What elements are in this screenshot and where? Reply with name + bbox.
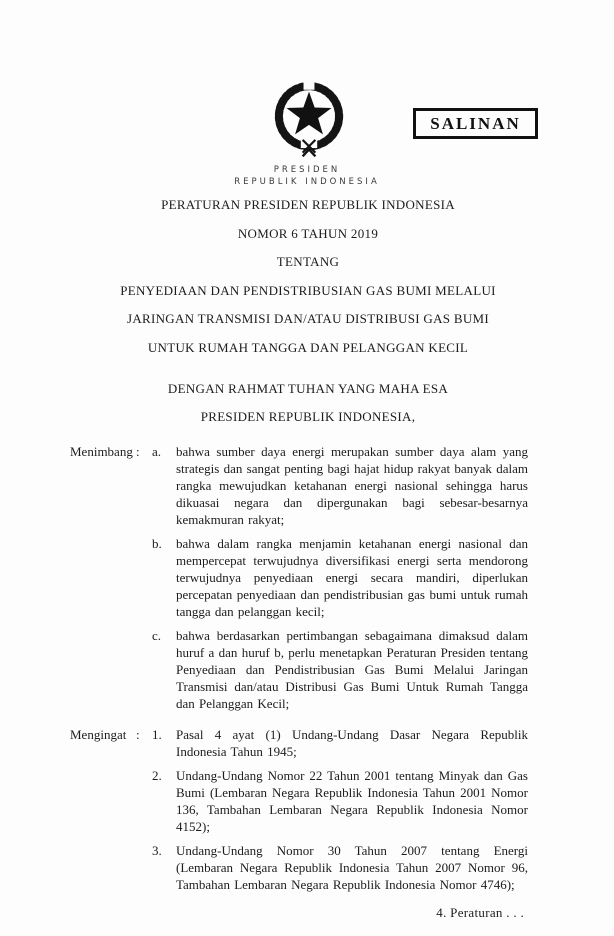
letterhead-line1: PRESIDEN bbox=[273, 165, 341, 175]
regulation-number-line: NOMOR 6 TAHUN 2019 bbox=[237, 225, 379, 241]
recalling-separator: : bbox=[136, 727, 140, 742]
presidential-seal-icon bbox=[268, 76, 350, 160]
list-item bbox=[152, 535, 528, 620]
regulation-subject-line-1: PENYEDIAAN DAN PENDISTRIBUSIAN GAS BUMI MELALUI bbox=[120, 282, 496, 298]
considering-separator: : bbox=[136, 444, 140, 459]
item-marker: c. bbox=[152, 628, 162, 643]
recalling-section bbox=[70, 726, 546, 893]
item-text: Undang-Undang Nomor 30 Tahun 2007 tentang Energi (Lembaran Negara Republik Indonesia Tahun 2007 Nomor 96, Tambahan Lembaran Negara Republik Indonesia Nomor 4746); bbox=[176, 843, 528, 892]
item-text: bahwa sumber daya energi merupakan sumber daya alam yang strategis dan sangat penting bagi hajat hidup rakyat banyak dalam rangka mewujudkan ketahanan energi nasional sehingga harus dikuasai negara dan dipergunakan bagi sebesar-besarnya kemakmuran rakyat; bbox=[176, 444, 528, 527]
considering-items bbox=[152, 443, 528, 712]
item-marker: 2. bbox=[152, 768, 162, 783]
item-text: Pasal 4 ayat (1) Undang-Undang Dasar Negara Republik Indonesia Tahun 1945; bbox=[176, 727, 528, 759]
considering-section bbox=[70, 443, 546, 712]
list-item bbox=[152, 443, 528, 528]
item-text: bahwa dalam rangka menjamin ketahanan energi nasional dan mempercepat terwujudnya diversifikasi energi serta mendorong terwujudnya penyediaan energi secara mandiri, diperlukan percepatan penyediaan dan pendistribusian gas bumi untuk rumah tangga dan pelanggan kecil; bbox=[176, 536, 528, 619]
letterhead bbox=[0, 164, 614, 188]
recalling-label: Mengingat bbox=[70, 727, 127, 742]
salinan-stamp-label: SALINAN bbox=[430, 113, 521, 133]
item-text: Undang-Undang Nomor 22 Tahun 2001 tentang Minyak dan Gas Bumi (Lembaran Negara Republik Indonesia Tahun 2001 Nomor 136, Tambahan Lembaran Negara Republik Indonesia Nomor 4152); bbox=[176, 768, 528, 834]
document-body bbox=[70, 197, 546, 921]
item-marker: 1. bbox=[152, 727, 162, 742]
item-marker: 3. bbox=[152, 843, 162, 858]
item-text: bahwa berdasarkan pertimbangan sebagaimana dimaksud dalam huruf a dan huruf b, perlu menetapkan Peraturan Presiden tentang Penyediaan dan Pendistribusian Gas Bumi Melalui Jaringan Transmisi dan/atau Distribusi Gas Bumi Untuk Rumah Tangga dan Pelanggan Kecil; bbox=[176, 628, 528, 711]
invocation-line: DENGAN RAHMAT TUHAN YANG MAHA ESA bbox=[167, 380, 449, 396]
authority-line: PRESIDEN REPUBLIK INDONESIA, bbox=[200, 409, 416, 424]
list-item bbox=[152, 767, 528, 835]
regulation-tentang-line: TENTANG bbox=[276, 254, 340, 269]
regulation-subject-line-2: JARINGAN TRANSMISI DAN/ATAU DISTRIBUSI GAS BUMI bbox=[126, 311, 490, 326]
recalling-items bbox=[152, 726, 528, 893]
regulation-title-line: PERATURAN PRESIDEN REPUBLIK INDONESIA bbox=[161, 197, 455, 212]
list-item bbox=[152, 627, 528, 712]
considering-label: Menimbang bbox=[70, 444, 133, 459]
item-marker: b. bbox=[152, 536, 162, 551]
regulation-subject-line-3: UNTUK RUMAH TANGGA DAN PELANGGAN KECIL bbox=[147, 339, 469, 355]
list-item bbox=[152, 726, 528, 760]
list-item bbox=[152, 842, 528, 893]
item-marker: a. bbox=[152, 444, 162, 459]
page-catchword: 4. Peraturan . . . bbox=[436, 905, 524, 920]
salinan-stamp bbox=[413, 108, 538, 139]
letterhead-line2: REPUBLIK INDONESIA bbox=[234, 177, 380, 187]
